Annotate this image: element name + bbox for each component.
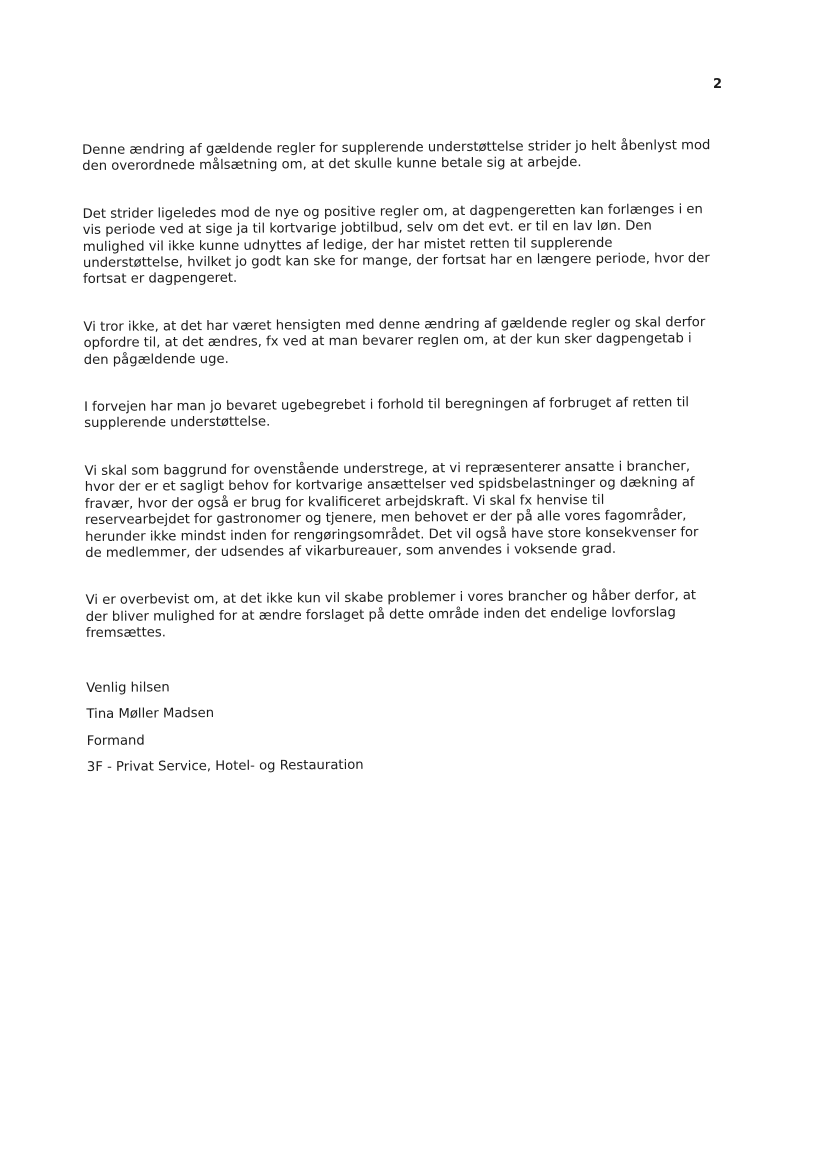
paragraph-6: Vi er overbevist om, at det ikke kun vil skabe problemer i vores brancher og håber derfor, at der bliver mulighed for at ændre forslaget på dette område inden det endelige lovforslag fremsættes. — [85, 588, 697, 642]
signature-block — [86, 675, 737, 786]
paragraph-3: Vi tror ikke, at det har været hensigten med denne ændring af gældende regler og skal derfor opfordre til, at det ændres, fx ved at man bevarer reglen om, at der kun sker dagpengetab i den pågældende uge. — [83, 314, 706, 368]
closing-greeting: Venlig hilsen — [86, 679, 170, 696]
signer-title: Formand — [86, 733, 145, 749]
letter-body — [82, 138, 737, 787]
paragraph-2: Det strider ligeledes mod de nye og positive regler om, at dagpengeretten kan forlænges i en vis periode ved at sige ja til kortvarige jobtilbud, selv om det evt. er til en lav løn. Den mulighed vil ikke kunne udnyttes af ledige, der har mistet retten til supplerende understøttelse, hvilket jo godt kan ske for mange, der fortsat har en længere periode, hvor der fortsat er dagpengeret. — [82, 201, 710, 288]
page-number: 2 — [713, 77, 723, 92]
signer-organization: 3F - Privat Service, Hotel- og Restauration — [86, 757, 364, 776]
paragraph-5: Vi skal som baggrund for ovenstående understrege, at vi repræsenterer ansatte i brancher, hvor der er et sagligt behov for kortvarige ansættelser ved spidsbelastninger og dækning af fravær, hvor der også er brug for kvalificeret arbejdskraft. Vi skal fx henvise til reservearbejdet for gastronomer og tjenere, men behovet er der på alle vores fagområder, herunder ikke mindst inden for rengøringsområdet. Det vil også have store konsekvenser for de medlemmer, der udsendes af vikarbureauer, som anvendes i voksende grad. — [84, 459, 699, 561]
paragraph-1: Denne ændring af gældende regler for supplerende understøttelse strider jo helt åbenlyst mod den overordnede målsætning om, at det skulle kunne betale sig at arbejde. — [82, 138, 711, 175]
signer-name: Tina Møller Madsen — [86, 706, 215, 723]
paragraph-4: I forvejen har man jo bevaret ugebegrebet i forhold til beregningen af forbruget af retten til supplerende understøttelse. — [84, 395, 690, 432]
